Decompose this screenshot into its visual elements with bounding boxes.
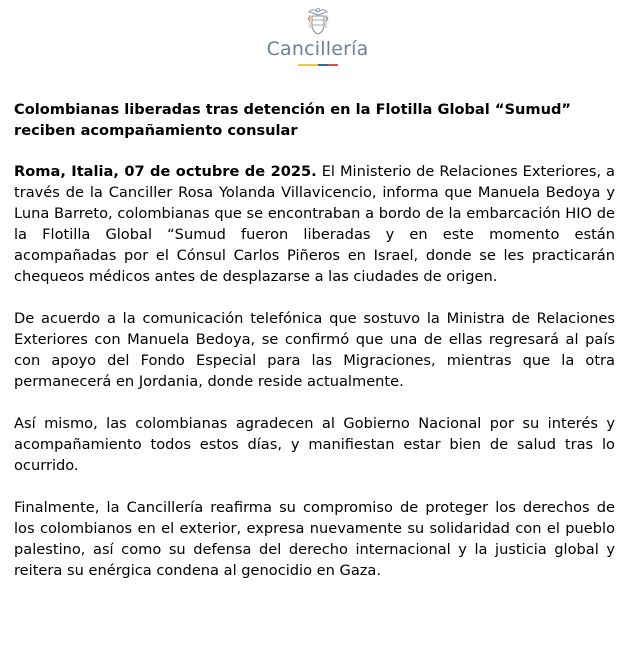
stripe-yellow [298, 64, 318, 66]
paragraph-4: Finalmente, la Cancillería reafirma su compromiso de proteger los derechos de los colombianos en el exterior, expresa nuevamente su solidaridad con el pueblo palestino, así como su defensa del derecho internacional y la justicia global y reitera su enérgica condena al genocidio en Gaza. [14, 499, 615, 579]
dateline: Roma, Italia, 07 de octubre de 2025. [14, 163, 317, 180]
paragraph-2: De acuerdo a la comunicación telefónica que sostuvo la Ministra de Relaciones Exteriores con Manuela Bedoya, se confirmó que una de ellas regresará al país con apoyo del Fondo Especial para las Migraciones, mientras que la otra permanecerá en Jordania, donde reside actualmente. [14, 310, 615, 390]
colombia-coat-of-arms-icon [307, 6, 329, 36]
article-headline: Colombianas liberadas tras detención en la Flotilla Global “Sumud” reciben acompañamiento consular [14, 101, 571, 139]
brand-wordmark: Cancillería [266, 38, 369, 60]
paragraph-3: Así mismo, las colombianas agradecen al Gobierno Nacional por su interés y acompañamiento todos estos días, y manifiestan estar bien de salud tras lo ocurrido. [14, 415, 615, 474]
article-body [14, 99, 615, 602]
stripe-red [328, 64, 338, 66]
stripe-blue [318, 64, 328, 66]
paragraph-1-text: El Ministerio de Relaciones Exteriores, a través de la Canciller Rosa Yolanda Villavicencio, informa que Manuela Bedoya y Luna Barreto, colombianas que se encontraban a bordo de la embarcación HIO de la Flotilla Global “Sumud fueron liberadas y en este momento están acompañadas por el Cónsul Carlos Piñeros en Israel, donde se les practicarán chequeos médicos antes de desplazarse a las ciudades de origen. [14, 163, 615, 285]
letterhead [0, 6, 635, 66]
tricolor-stripe [298, 64, 338, 66]
paragraph-1 [14, 161, 615, 287]
